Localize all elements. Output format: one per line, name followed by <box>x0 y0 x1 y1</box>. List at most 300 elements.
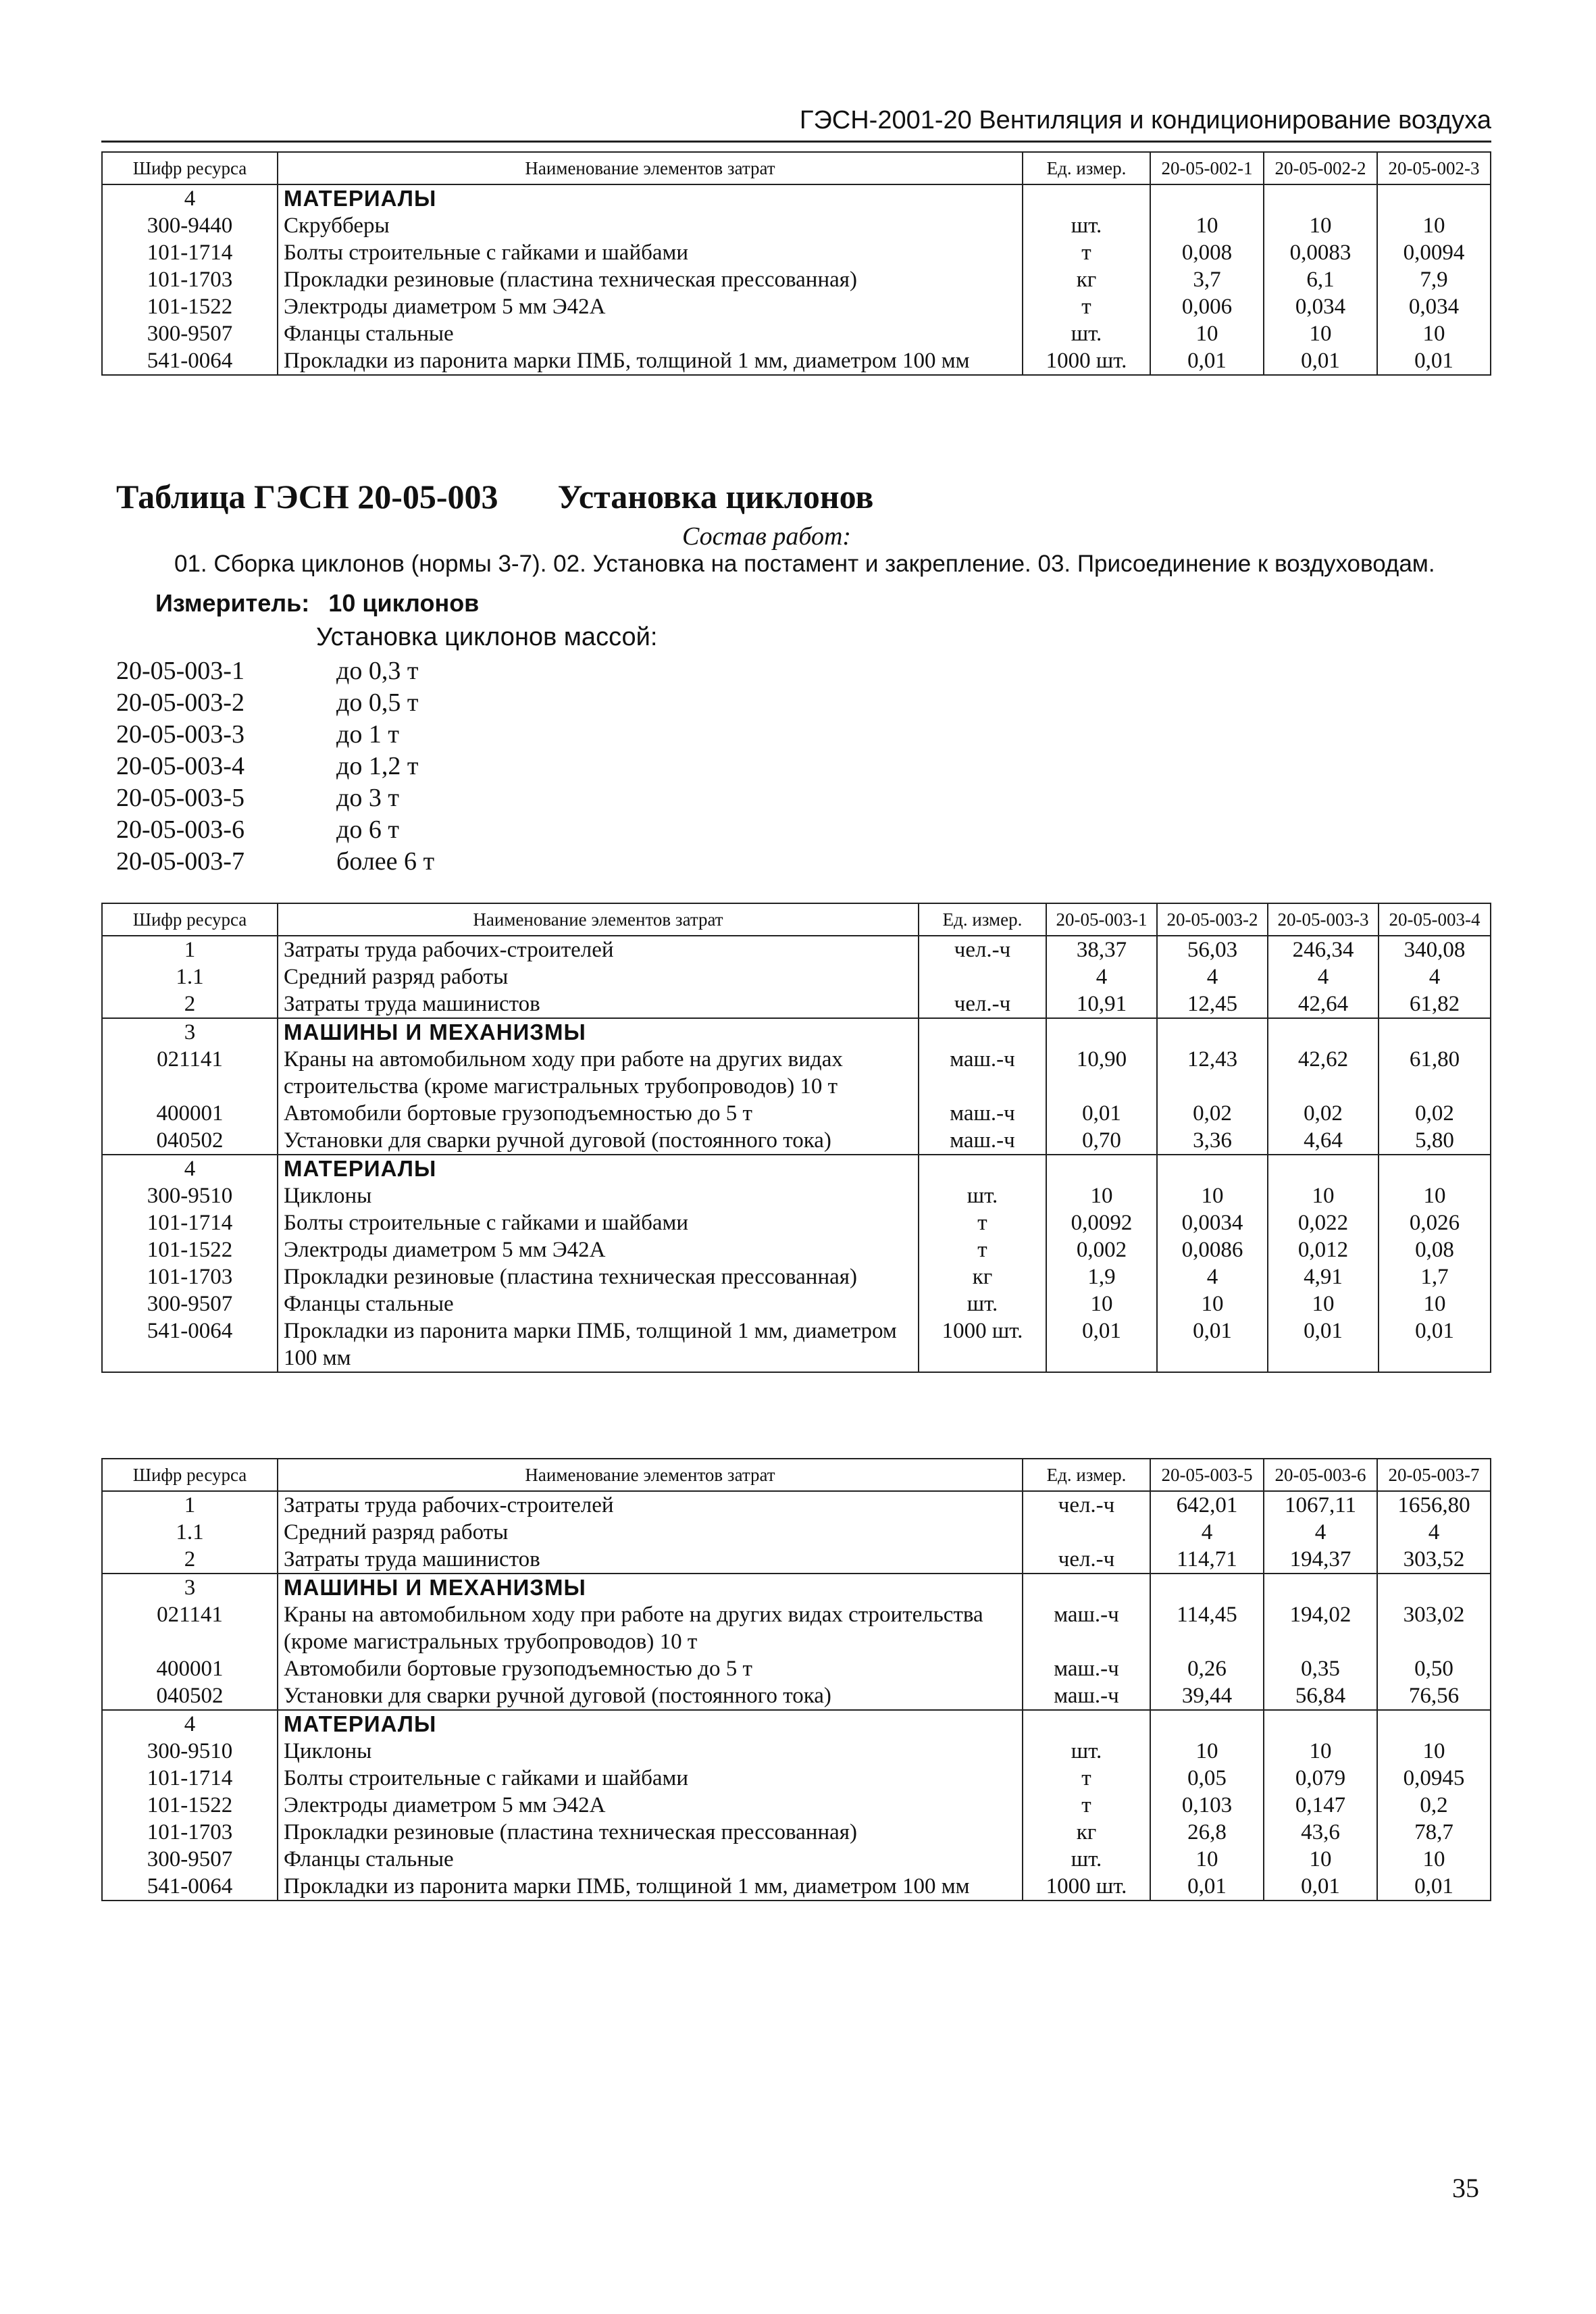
value-cell: 0,0094 <box>1377 239 1491 266</box>
resource-name-cell: Скрубберы <box>278 212 1023 239</box>
value-cell: 642,01 <box>1150 1491 1264 1519</box>
norm-code: 20-05-003-3 <box>116 720 244 749</box>
value-cell: 76,56 <box>1377 1682 1491 1710</box>
unit-cell: кг <box>1023 266 1150 293</box>
value-cell: 0,02 <box>1157 1100 1268 1127</box>
value-cell: 0,034 <box>1377 293 1491 320</box>
value-cell <box>1264 1574 1377 1601</box>
resource-code-cell: 2 <box>102 990 278 1018</box>
unit-cell: маш.-ч <box>1023 1601 1150 1655</box>
resource-name-cell: Автомобили бортовые грузоподъемностью до 5 т <box>278 1655 1023 1682</box>
table-row <box>102 1491 1491 1519</box>
unit-cell: чел.-ч <box>1023 1546 1150 1574</box>
column-header: 20-05-003-3 <box>1268 903 1379 936</box>
value-cell: 12,45 <box>1157 990 1268 1018</box>
unit-cell: т <box>1023 239 1150 266</box>
unit-cell: шт. <box>919 1182 1046 1209</box>
value-cell: 0,147 <box>1264 1792 1377 1819</box>
page-header: ГЭСН-2001-20 Вентиляция и кондиционирование воздуха <box>101 100 1491 143</box>
resource-table-002 <box>101 151 1491 376</box>
column-header: 20-05-003-6 <box>1264 1459 1377 1491</box>
value-cell <box>1377 1574 1491 1601</box>
resource-code-cell: 101-1714 <box>102 1765 278 1792</box>
table-row <box>102 1155 1491 1182</box>
column-header: Шифр ресурса <box>102 903 278 936</box>
column-header: Ед. измер. <box>919 903 1046 936</box>
value-cell: 10 <box>1150 212 1264 239</box>
measure-value: 10 циклонов <box>328 589 480 617</box>
value-cell <box>1264 184 1377 212</box>
value-cell: 0,08 <box>1379 1236 1491 1263</box>
resource-code-cell: 101-1522 <box>102 293 278 320</box>
table-row <box>102 1846 1491 1873</box>
value-cell <box>1150 1710 1264 1738</box>
column-header: Наименование элементов затрат <box>278 903 919 936</box>
table-label: Таблица ГЭСН 20-05-003 <box>116 478 498 515</box>
norm-code: 20-05-003-1 <box>116 657 244 685</box>
table-row <box>102 1209 1491 1236</box>
value-cell: 42,62 <box>1268 1046 1379 1100</box>
resource-name-cell: Прокладки из паронита марки ПМБ, толщиной 1 мм, диаметром 100 мм <box>278 347 1023 375</box>
table-row <box>102 1873 1491 1901</box>
unit-cell: кг <box>1023 1819 1150 1846</box>
norm-item <box>116 719 434 751</box>
value-cell: 0,05 <box>1150 1765 1264 1792</box>
value-cell: 56,84 <box>1264 1682 1377 1710</box>
unit-cell: 1000 шт. <box>1023 1873 1150 1901</box>
table-header-row <box>102 903 1491 936</box>
value-cell: 0,2 <box>1377 1792 1491 1819</box>
value-cell: 0,0092 <box>1046 1209 1157 1236</box>
value-cell: 7,9 <box>1377 266 1491 293</box>
value-cell: 0,01 <box>1264 347 1377 375</box>
column-header: 20-05-003-7 <box>1377 1459 1491 1491</box>
column-header: Ед. измер. <box>1023 1459 1150 1491</box>
resource-code-cell: 3 <box>102 1018 278 1046</box>
resource-code-cell: 300-9510 <box>102 1182 278 1209</box>
table-row <box>102 184 1491 212</box>
value-cell <box>1377 1710 1491 1738</box>
value-cell: 0,01 <box>1046 1100 1157 1127</box>
resource-name-cell: Средний разряд работы <box>278 1519 1023 1546</box>
resource-name-cell: Затраты труда машинистов <box>278 990 919 1018</box>
resource-code-cell: 021141 <box>102 1601 278 1655</box>
value-cell: 0,0083 <box>1264 239 1377 266</box>
resource-name-cell: Установки для сварки ручной дуговой (постоянного тока) <box>278 1127 919 1155</box>
table-row <box>102 1601 1491 1655</box>
value-cell: 114,45 <box>1150 1601 1264 1655</box>
resource-table-003-b <box>101 1458 1491 1901</box>
value-cell: 61,82 <box>1379 990 1491 1018</box>
value-cell: 0,70 <box>1046 1127 1157 1155</box>
resource-name-cell: Болты строительные с гайками и шайбами <box>278 1765 1023 1792</box>
value-cell: 4 <box>1150 1519 1264 1546</box>
table-row <box>102 1738 1491 1765</box>
value-cell: 4 <box>1264 1519 1377 1546</box>
resource-code-cell: 400001 <box>102 1655 278 1682</box>
resource-name-cell: Прокладки резиновые (пластина техническая прессованная) <box>278 266 1023 293</box>
unit-cell: т <box>1023 293 1150 320</box>
norm-item <box>116 655 434 687</box>
value-cell: 0,01 <box>1150 1873 1264 1901</box>
resource-code-cell: 300-9507 <box>102 1846 278 1873</box>
value-cell: 0,0086 <box>1157 1236 1268 1263</box>
value-cell: 10 <box>1046 1290 1157 1317</box>
value-cell: 10,91 <box>1046 990 1157 1018</box>
column-header: Шифр ресурса <box>102 152 278 184</box>
resource-code-cell: 101-1703 <box>102 266 278 293</box>
value-cell: 0,01 <box>1157 1317 1268 1372</box>
value-cell: 3,36 <box>1157 1127 1268 1155</box>
table-header-row <box>102 1459 1491 1491</box>
column-header: Шифр ресурса <box>102 1459 278 1491</box>
value-cell: 10 <box>1046 1182 1157 1209</box>
value-cell: 10 <box>1379 1290 1491 1317</box>
value-cell: 10,90 <box>1046 1046 1157 1100</box>
table-row <box>102 266 1491 293</box>
column-header: 20-05-002-3 <box>1377 152 1491 184</box>
resource-name-cell: Краны на автомобильном ходу при работе на других видах строительства (кроме магистральных трубопроводов) 10 т <box>278 1601 1023 1655</box>
column-header: 20-05-003-4 <box>1379 903 1491 936</box>
resource-code-cell: 101-1714 <box>102 1209 278 1236</box>
value-cell: 43,6 <box>1264 1819 1377 1846</box>
column-header: Ед. измер. <box>1023 152 1150 184</box>
value-cell: 10 <box>1379 1182 1491 1209</box>
table-name: Установка циклонов <box>557 478 874 515</box>
unit-cell: т <box>1023 1765 1150 1792</box>
value-cell <box>1379 1018 1491 1046</box>
value-cell: 1067,11 <box>1264 1491 1377 1519</box>
table-row <box>102 1765 1491 1792</box>
norm-code: 20-05-003-4 <box>116 752 244 780</box>
norm-item <box>116 751 434 782</box>
value-cell: 78,7 <box>1377 1819 1491 1846</box>
value-cell: 114,71 <box>1150 1546 1264 1574</box>
value-cell: 0,034 <box>1264 293 1377 320</box>
unit-cell <box>1023 184 1150 212</box>
value-cell: 0,35 <box>1264 1655 1377 1682</box>
column-header: 20-05-003-5 <box>1150 1459 1264 1491</box>
value-cell: 10 <box>1264 212 1377 239</box>
value-cell: 10 <box>1157 1182 1268 1209</box>
value-cell: 4 <box>1046 963 1157 990</box>
value-cell <box>1150 1574 1264 1601</box>
resource-code-cell: 4 <box>102 184 278 212</box>
resource-name-cell: МАТЕРИАЛЫ <box>278 184 1023 212</box>
table-row <box>102 1018 1491 1046</box>
table-row <box>102 1046 1491 1100</box>
norm-item <box>116 782 434 814</box>
value-cell <box>1379 1155 1491 1182</box>
resource-name-cell: Электроды диаметром 5 мм Э42А <box>278 1236 919 1263</box>
table-row <box>102 1290 1491 1317</box>
unit-cell: шт. <box>1023 1846 1150 1873</box>
unit-cell: маш.-ч <box>1023 1655 1150 1682</box>
value-cell: 0,01 <box>1046 1317 1157 1372</box>
resource-name-cell: МАШИНЫ И МЕХАНИЗМЫ <box>278 1018 919 1046</box>
resource-name-cell: Фланцы стальные <box>278 1846 1023 1873</box>
resource-code-cell: 1.1 <box>102 963 278 990</box>
norm-item <box>116 687 434 719</box>
resource-name-cell: Затраты труда рабочих-строителей <box>278 936 919 963</box>
resource-code-cell: 101-1522 <box>102 1792 278 1819</box>
value-cell: 0,02 <box>1268 1100 1379 1127</box>
column-header: 20-05-002-1 <box>1150 152 1264 184</box>
norm-list <box>116 655 434 878</box>
value-cell: 0,02 <box>1379 1100 1491 1127</box>
value-cell: 0,01 <box>1268 1317 1379 1372</box>
value-cell: 3,7 <box>1150 266 1264 293</box>
resource-name-cell: Фланцы стальные <box>278 320 1023 347</box>
resource-name-cell: Электроды диаметром 5 мм Э42А <box>278 1792 1023 1819</box>
value-cell: 6,1 <box>1264 266 1377 293</box>
value-cell: 4 <box>1379 963 1491 990</box>
unit-cell <box>919 1018 1046 1046</box>
value-cell: 4,64 <box>1268 1127 1379 1155</box>
value-cell: 10 <box>1377 212 1491 239</box>
norm-mass: до 6 т <box>336 815 399 844</box>
value-cell: 39,44 <box>1150 1682 1264 1710</box>
value-cell: 10 <box>1268 1290 1379 1317</box>
unit-cell: кг <box>919 1263 1046 1290</box>
resource-name-cell: Затраты труда рабочих-строителей <box>278 1491 1023 1519</box>
value-cell: 0,012 <box>1268 1236 1379 1263</box>
resource-name-cell: Средний разряд работы <box>278 963 919 990</box>
resource-code-cell: 101-1522 <box>102 1236 278 1263</box>
value-cell: 4 <box>1377 1519 1491 1546</box>
resource-name-cell: Прокладки резиновые (пластина техническая прессованная) <box>278 1819 1023 1846</box>
value-cell: 1,9 <box>1046 1263 1157 1290</box>
resource-name-cell: Болты строительные с гайками и шайбами <box>278 239 1023 266</box>
value-cell: 10 <box>1377 1846 1491 1873</box>
resource-name-cell: МАШИНЫ И МЕХАНИЗМЫ <box>278 1574 1023 1601</box>
unit-cell: маш.-ч <box>919 1100 1046 1127</box>
value-cell: 56,03 <box>1157 936 1268 963</box>
table-row <box>102 1263 1491 1290</box>
table-row <box>102 1792 1491 1819</box>
value-cell: 42,64 <box>1268 990 1379 1018</box>
table-row <box>102 1127 1491 1155</box>
table-row <box>102 1710 1491 1738</box>
value-cell: 10 <box>1264 320 1377 347</box>
unit-cell: шт. <box>1023 1738 1150 1765</box>
resource-name-cell: Автомобили бортовые грузоподъемностью до 5 т <box>278 1100 919 1127</box>
value-cell: 0,26 <box>1150 1655 1264 1682</box>
resource-code-cell: 040502 <box>102 1682 278 1710</box>
value-cell: 4 <box>1268 963 1379 990</box>
resource-code-cell: 040502 <box>102 1127 278 1155</box>
norm-item <box>116 814 434 846</box>
table-row <box>102 1819 1491 1846</box>
value-cell: 4,91 <box>1268 1263 1379 1290</box>
resource-name-cell: Краны на автомобильном ходу при работе на других видах строительства (кроме магистральных трубопроводов) 10 т <box>278 1046 919 1100</box>
value-cell: 194,37 <box>1264 1546 1377 1574</box>
composition-label: Состав работ: <box>682 522 852 551</box>
value-cell: 0,002 <box>1046 1236 1157 1263</box>
unit-cell: шт. <box>1023 212 1150 239</box>
value-cell: 0,008 <box>1150 239 1264 266</box>
value-cell: 10 <box>1150 320 1264 347</box>
norm-mass: до 0,3 т <box>336 657 419 685</box>
resource-code-cell: 400001 <box>102 1100 278 1127</box>
resource-name-cell: Установки для сварки ручной дуговой (постоянного тока) <box>278 1682 1023 1710</box>
resource-code-cell: 300-9507 <box>102 320 278 347</box>
resource-code-cell: 4 <box>102 1710 278 1738</box>
value-cell: 1,7 <box>1379 1263 1491 1290</box>
norm-code: 20-05-003-5 <box>116 784 244 812</box>
value-cell: 0,103 <box>1150 1792 1264 1819</box>
unit-cell: т <box>919 1209 1046 1236</box>
unit-cell <box>1023 1710 1150 1738</box>
value-cell <box>1046 1155 1157 1182</box>
table-title <box>116 477 873 516</box>
value-cell: 0,50 <box>1377 1655 1491 1682</box>
table-row <box>102 1236 1491 1263</box>
value-cell <box>1377 184 1491 212</box>
value-cell: 0,079 <box>1264 1765 1377 1792</box>
column-header: Наименование элементов затрат <box>278 1459 1023 1491</box>
resource-name-cell: Болты строительные с гайками и шайбами <box>278 1209 919 1236</box>
resource-code-cell: 541-0064 <box>102 1317 278 1372</box>
value-cell: 303,02 <box>1377 1601 1491 1655</box>
unit-cell: маш.-ч <box>1023 1682 1150 1710</box>
value-cell <box>1264 1710 1377 1738</box>
resource-code-cell: 101-1703 <box>102 1819 278 1846</box>
norm-mass: более 6 т <box>336 847 435 876</box>
value-cell: 340,08 <box>1379 936 1491 963</box>
resource-name-cell: Затраты труда машинистов <box>278 1546 1023 1574</box>
value-cell <box>1157 1018 1268 1046</box>
resource-code-cell: 300-9507 <box>102 1290 278 1317</box>
value-cell: 10 <box>1264 1846 1377 1873</box>
value-cell: 10 <box>1150 1846 1264 1873</box>
value-cell <box>1268 1155 1379 1182</box>
resource-name-cell: Прокладки резиновые (пластина техническая прессованная) <box>278 1263 919 1290</box>
value-cell: 246,34 <box>1268 936 1379 963</box>
resource-table-003-a <box>101 903 1491 1373</box>
unit-cell: 1000 шт. <box>919 1317 1046 1372</box>
resource-name-cell: Циклоны <box>278 1738 1023 1765</box>
resource-name-cell: Фланцы стальные <box>278 1290 919 1317</box>
norm-item <box>116 846 434 878</box>
unit-cell <box>919 1155 1046 1182</box>
value-cell: 12,43 <box>1157 1046 1268 1100</box>
value-cell <box>1150 184 1264 212</box>
table-row <box>102 1655 1491 1682</box>
value-cell: 0,01 <box>1379 1317 1491 1372</box>
measure-line <box>155 589 479 618</box>
unit-cell <box>919 963 1046 990</box>
value-cell: 0,0034 <box>1157 1209 1268 1236</box>
value-cell <box>1157 1155 1268 1182</box>
unit-cell <box>1023 1519 1150 1546</box>
value-cell: 0,01 <box>1264 1873 1377 1901</box>
column-header: 20-05-002-2 <box>1264 152 1377 184</box>
unit-cell: чел.-ч <box>919 990 1046 1018</box>
resource-code-cell: 1 <box>102 936 278 963</box>
table-row <box>102 1317 1491 1372</box>
value-cell: 10 <box>1268 1182 1379 1209</box>
resource-code-cell: 4 <box>102 1155 278 1182</box>
page-number: 35 <box>1452 2173 1479 2203</box>
unit-cell: 1000 шт. <box>1023 347 1150 375</box>
table-row <box>102 990 1491 1018</box>
value-cell: 0,026 <box>1379 1209 1491 1236</box>
resource-name-cell: МАТЕРИАЛЫ <box>278 1155 919 1182</box>
value-cell: 26,8 <box>1150 1819 1264 1846</box>
table-row <box>102 320 1491 347</box>
resource-code-cell: 3 <box>102 1574 278 1601</box>
unit-cell <box>1023 1574 1150 1601</box>
unit-cell: т <box>919 1236 1046 1263</box>
unit-cell: чел.-ч <box>919 936 1046 963</box>
table-row <box>102 1182 1491 1209</box>
norm-mass: до 3 т <box>336 784 399 812</box>
norm-mass: до 0,5 т <box>336 688 419 717</box>
table-row <box>102 1546 1491 1574</box>
table-row <box>102 212 1491 239</box>
table-row <box>102 239 1491 266</box>
unit-cell: маш.-ч <box>919 1127 1046 1155</box>
unit-cell: маш.-ч <box>919 1046 1046 1100</box>
value-cell: 10 <box>1377 320 1491 347</box>
resource-code-cell: 1 <box>102 1491 278 1519</box>
column-header: 20-05-003-2 <box>1157 903 1268 936</box>
value-cell: 0,0945 <box>1377 1765 1491 1792</box>
table-row <box>102 1100 1491 1127</box>
value-cell: 61,80 <box>1379 1046 1491 1100</box>
value-cell: 10 <box>1157 1290 1268 1317</box>
value-cell: 0,006 <box>1150 293 1264 320</box>
value-cell: 5,80 <box>1379 1127 1491 1155</box>
value-cell <box>1268 1018 1379 1046</box>
resource-code-cell: 101-1703 <box>102 1263 278 1290</box>
resource-name-cell: МАТЕРИАЛЫ <box>278 1710 1023 1738</box>
unit-cell: шт. <box>919 1290 1046 1317</box>
table-row <box>102 1519 1491 1546</box>
table-row <box>102 293 1491 320</box>
table-row <box>102 1682 1491 1710</box>
works-list: 01. Сборка циклонов (нормы 3-7). 02. Установка на постамент и закрепление. 03. Присоединение к воздуховодам. <box>174 551 1435 577</box>
resource-code-cell: 1.1 <box>102 1519 278 1546</box>
value-cell <box>1046 1018 1157 1046</box>
unit-cell: шт. <box>1023 320 1150 347</box>
value-cell: 194,02 <box>1264 1601 1377 1655</box>
value-cell: 38,37 <box>1046 936 1157 963</box>
unit-cell: т <box>1023 1792 1150 1819</box>
value-cell: 10 <box>1150 1738 1264 1765</box>
norm-code: 20-05-003-6 <box>116 815 244 844</box>
value-cell: 1656,80 <box>1377 1491 1491 1519</box>
resource-code-cell: 541-0064 <box>102 1873 278 1901</box>
table-row <box>102 347 1491 375</box>
resource-code-cell: 021141 <box>102 1046 278 1100</box>
norm-mass: до 1 т <box>336 720 399 749</box>
norm-code: 20-05-003-7 <box>116 847 244 876</box>
norm-mass: до 1,2 т <box>336 752 419 780</box>
table-row <box>102 936 1491 963</box>
resource-name-cell: Прокладки из паронита марки ПМБ, толщиной 1 мм, диаметром 100 мм <box>278 1317 919 1372</box>
value-cell: 4 <box>1157 963 1268 990</box>
resource-code-cell: 300-9510 <box>102 1738 278 1765</box>
table-row <box>102 963 1491 990</box>
resource-name-cell: Циклоны <box>278 1182 919 1209</box>
install-label: Установка циклонов массой: <box>316 623 658 651</box>
column-header: Наименование элементов затрат <box>278 152 1023 184</box>
column-header: 20-05-003-1 <box>1046 903 1157 936</box>
resource-name-cell: Электроды диаметром 5 мм Э42А <box>278 293 1023 320</box>
table-header-row <box>102 152 1491 184</box>
